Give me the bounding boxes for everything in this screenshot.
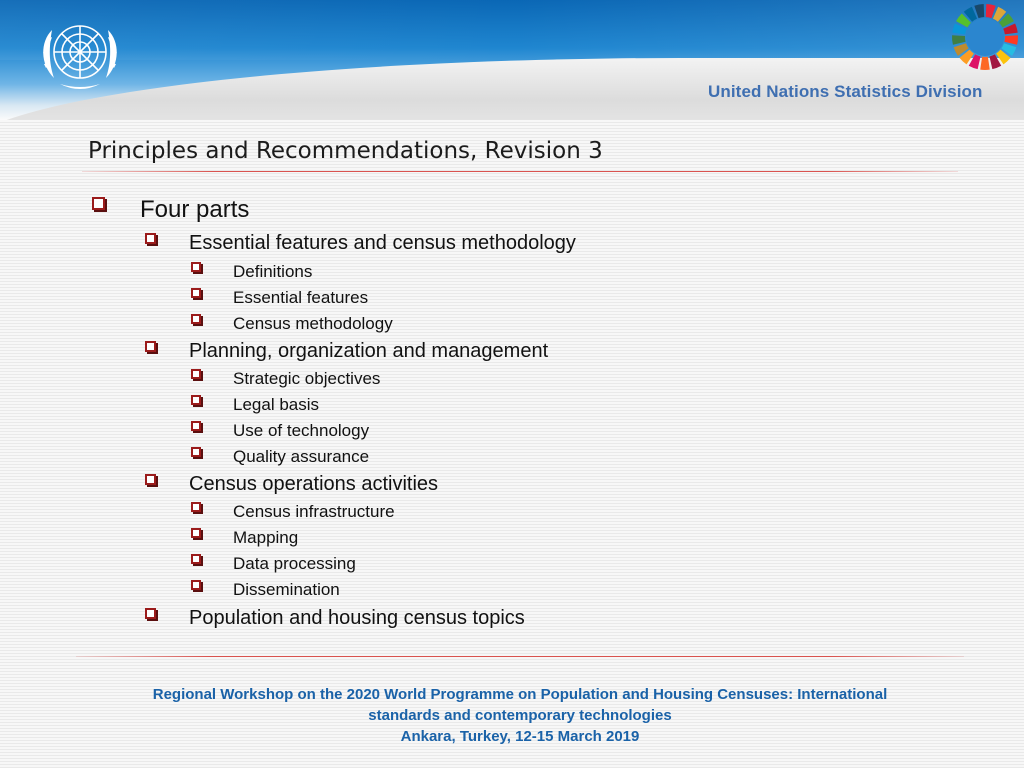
un-emblem-icon [30,12,130,98]
footer-line-1: Regional Workshop on the 2020 World Programme on Population and Housing Censuses: International [152,686,888,703]
sub-item [233,554,356,574]
sub-item [233,502,395,522]
sub-item-label: Legal basis [233,395,320,414]
part-item [189,232,576,255]
sub-item [233,447,369,467]
checkbox-square-icon [191,395,201,405]
checkbox-square-icon [191,580,201,590]
part-label: Population and housing census topics [189,607,525,629]
sdg-wheel-segment [980,57,990,70]
sub-item-label: Census methodology [233,314,393,333]
footer-divider [76,656,964,657]
checkbox-square-icon [145,341,156,352]
sub-item-label: Mapping [233,528,299,547]
sdg-wheel-segment [1004,35,1018,44]
part-item [189,340,548,363]
checkbox-square-icon [191,554,201,564]
sub-item-label: Quality assurance [233,447,370,466]
sub-item [233,421,369,441]
sub-item [233,288,368,308]
checkbox-square-icon [191,314,201,324]
sub-item [233,262,312,282]
checkbox-square-icon [191,502,201,512]
checkbox-square-icon [191,288,201,298]
outline-heading-label: Four parts [140,196,250,223]
slide-title: Principles and Recommendations, Revision 3 [88,138,603,164]
outline-heading [140,196,249,224]
organization-name: United Nations Statistics Division [708,82,983,101]
part-label: Essential features and census methodology [189,232,576,254]
footer [60,684,980,747]
part-item [189,473,438,496]
footer-line-2: standards and contemporary technologies [368,707,672,724]
sub-item [233,369,380,389]
header-banner [0,0,1024,120]
footer-line-3: Ankara, Turkey, 12-15 March 2019 [400,728,640,745]
part-label: Planning, organization and management [189,340,549,362]
sub-item-label: Data processing [233,554,356,573]
sub-item-label: Strategic objectives [233,369,381,388]
part-label: Census operations activities [189,473,439,495]
part-item [189,607,525,630]
checkbox-square-icon [191,262,201,272]
sub-item [233,395,319,415]
sub-item-label: Census infrastructure [233,502,395,521]
sub-item [233,528,298,548]
sub-item [233,580,340,600]
checkbox-square-icon [145,608,156,619]
sub-item-label: Use of technology [233,421,370,440]
checkbox-square-icon [145,474,156,485]
banner-sheen [0,0,1024,60]
checkbox-square-icon [191,528,201,538]
sub-item [233,314,393,334]
sub-item-label: Essential features [233,288,369,307]
checkbox-square-icon [191,369,201,379]
checkbox-square-icon [191,421,201,431]
sub-item-label: Dissemination [233,580,340,599]
title-divider [82,171,958,172]
checkbox-square-icon [92,197,105,210]
sdg-wheel-icon [950,2,1020,72]
sub-item-label: Definitions [233,262,313,281]
checkbox-square-icon [145,233,156,244]
checkbox-square-icon [191,447,201,457]
sdg-wheel-segment [952,35,966,44]
